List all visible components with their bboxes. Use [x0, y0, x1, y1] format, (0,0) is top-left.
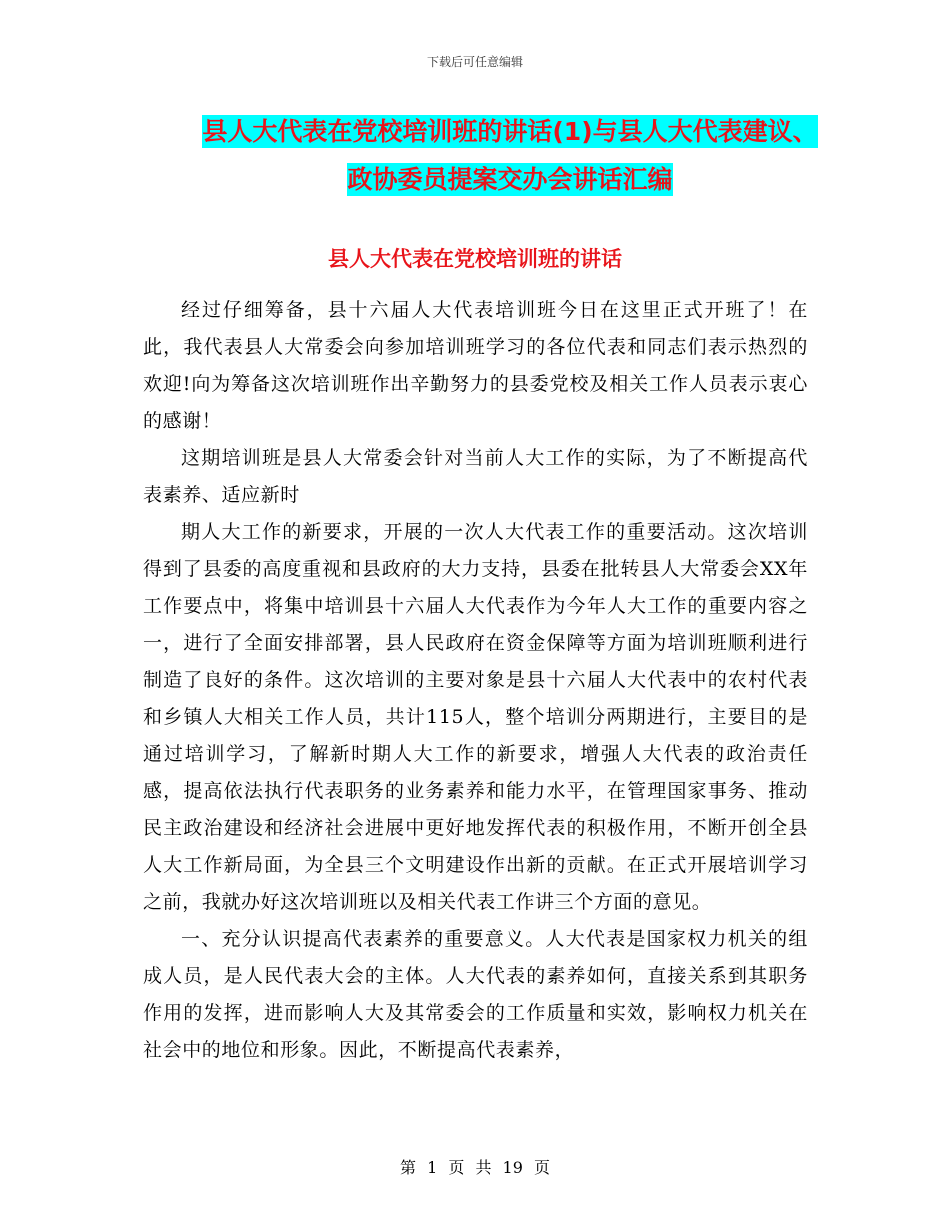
paragraph: 一、充分认识提高代表素养的重要意义。人大代表是国家权力机关的组成人员，是人民代表大会的主体。人大代表的素养如何，直接关系到其职务作用的发挥，进而影响人大及其常委会的工作质量和实效，影响权力机关在社会中的地位和形象。因此，不断提高代表素养，	[143, 928, 808, 1061]
document-title	[160, 108, 860, 204]
paragraph: 这期培训班是县人大常委会针对当前人大工作的实际，为了不断提高代表素养、适应新时	[143, 447, 808, 506]
paragraph: 经过仔细筹备，县十六届人大代表培训班今日在这里正式开班了！在此，我代表县人大常委会向参加培训班学习的各位代表和同志们表示热烈的欢迎!向为筹备这次培训班作出辛勤努力的县委党校及相关工作人员表示衷心的感谢！	[143, 299, 808, 432]
page-footer: 第 1 页 共 19 页	[400, 1158, 550, 1177]
section-title: 县人大代表在党校培训班的讲话	[328, 247, 622, 271]
document-title-line-1: 县人大代表在党校培训班的讲话(1)与县人大代表建议、	[202, 117, 818, 146]
header-note: 下载后可任意编辑	[426, 55, 523, 69]
paragraph: 期人大工作的新要求，开展的一次人大代表工作的重要活动。这次培训得到了县委的高度重视和县政府的大力支持，县委在批转县人大常委会XX年工作要点中，将集中培训县十六届人大代表作为今年人大工作的重要内容之一，进行了全面安排部署，县人民政府在资金保障等方面为培训班顺利进行制造了良好的条件。这次培训的主要对象是县十六届人大代表中的农村代表和乡镇人大相关工作人员，共计115人，整个培训分两期进行，主要目的是通过培训学习，了解新时期人大工作的新要求，增强人大代表的政治责任感，提高依法执行代表职务的业务素养和能力水平，在管理国家事务、推动民主政治建设和经济社会进展中更好地发挥代表的积极作用，不断开创全县人大工作新局面，为全县三个文明建设作出新的贡献。在正式开展培训学习之前，我就办好这次培训班以及相关代表工作讲三个方面的意见。	[143, 521, 808, 913]
body-text	[143, 292, 808, 1069]
document-title-line-2: 政协委员提案交办会讲话汇编	[347, 165, 673, 194]
